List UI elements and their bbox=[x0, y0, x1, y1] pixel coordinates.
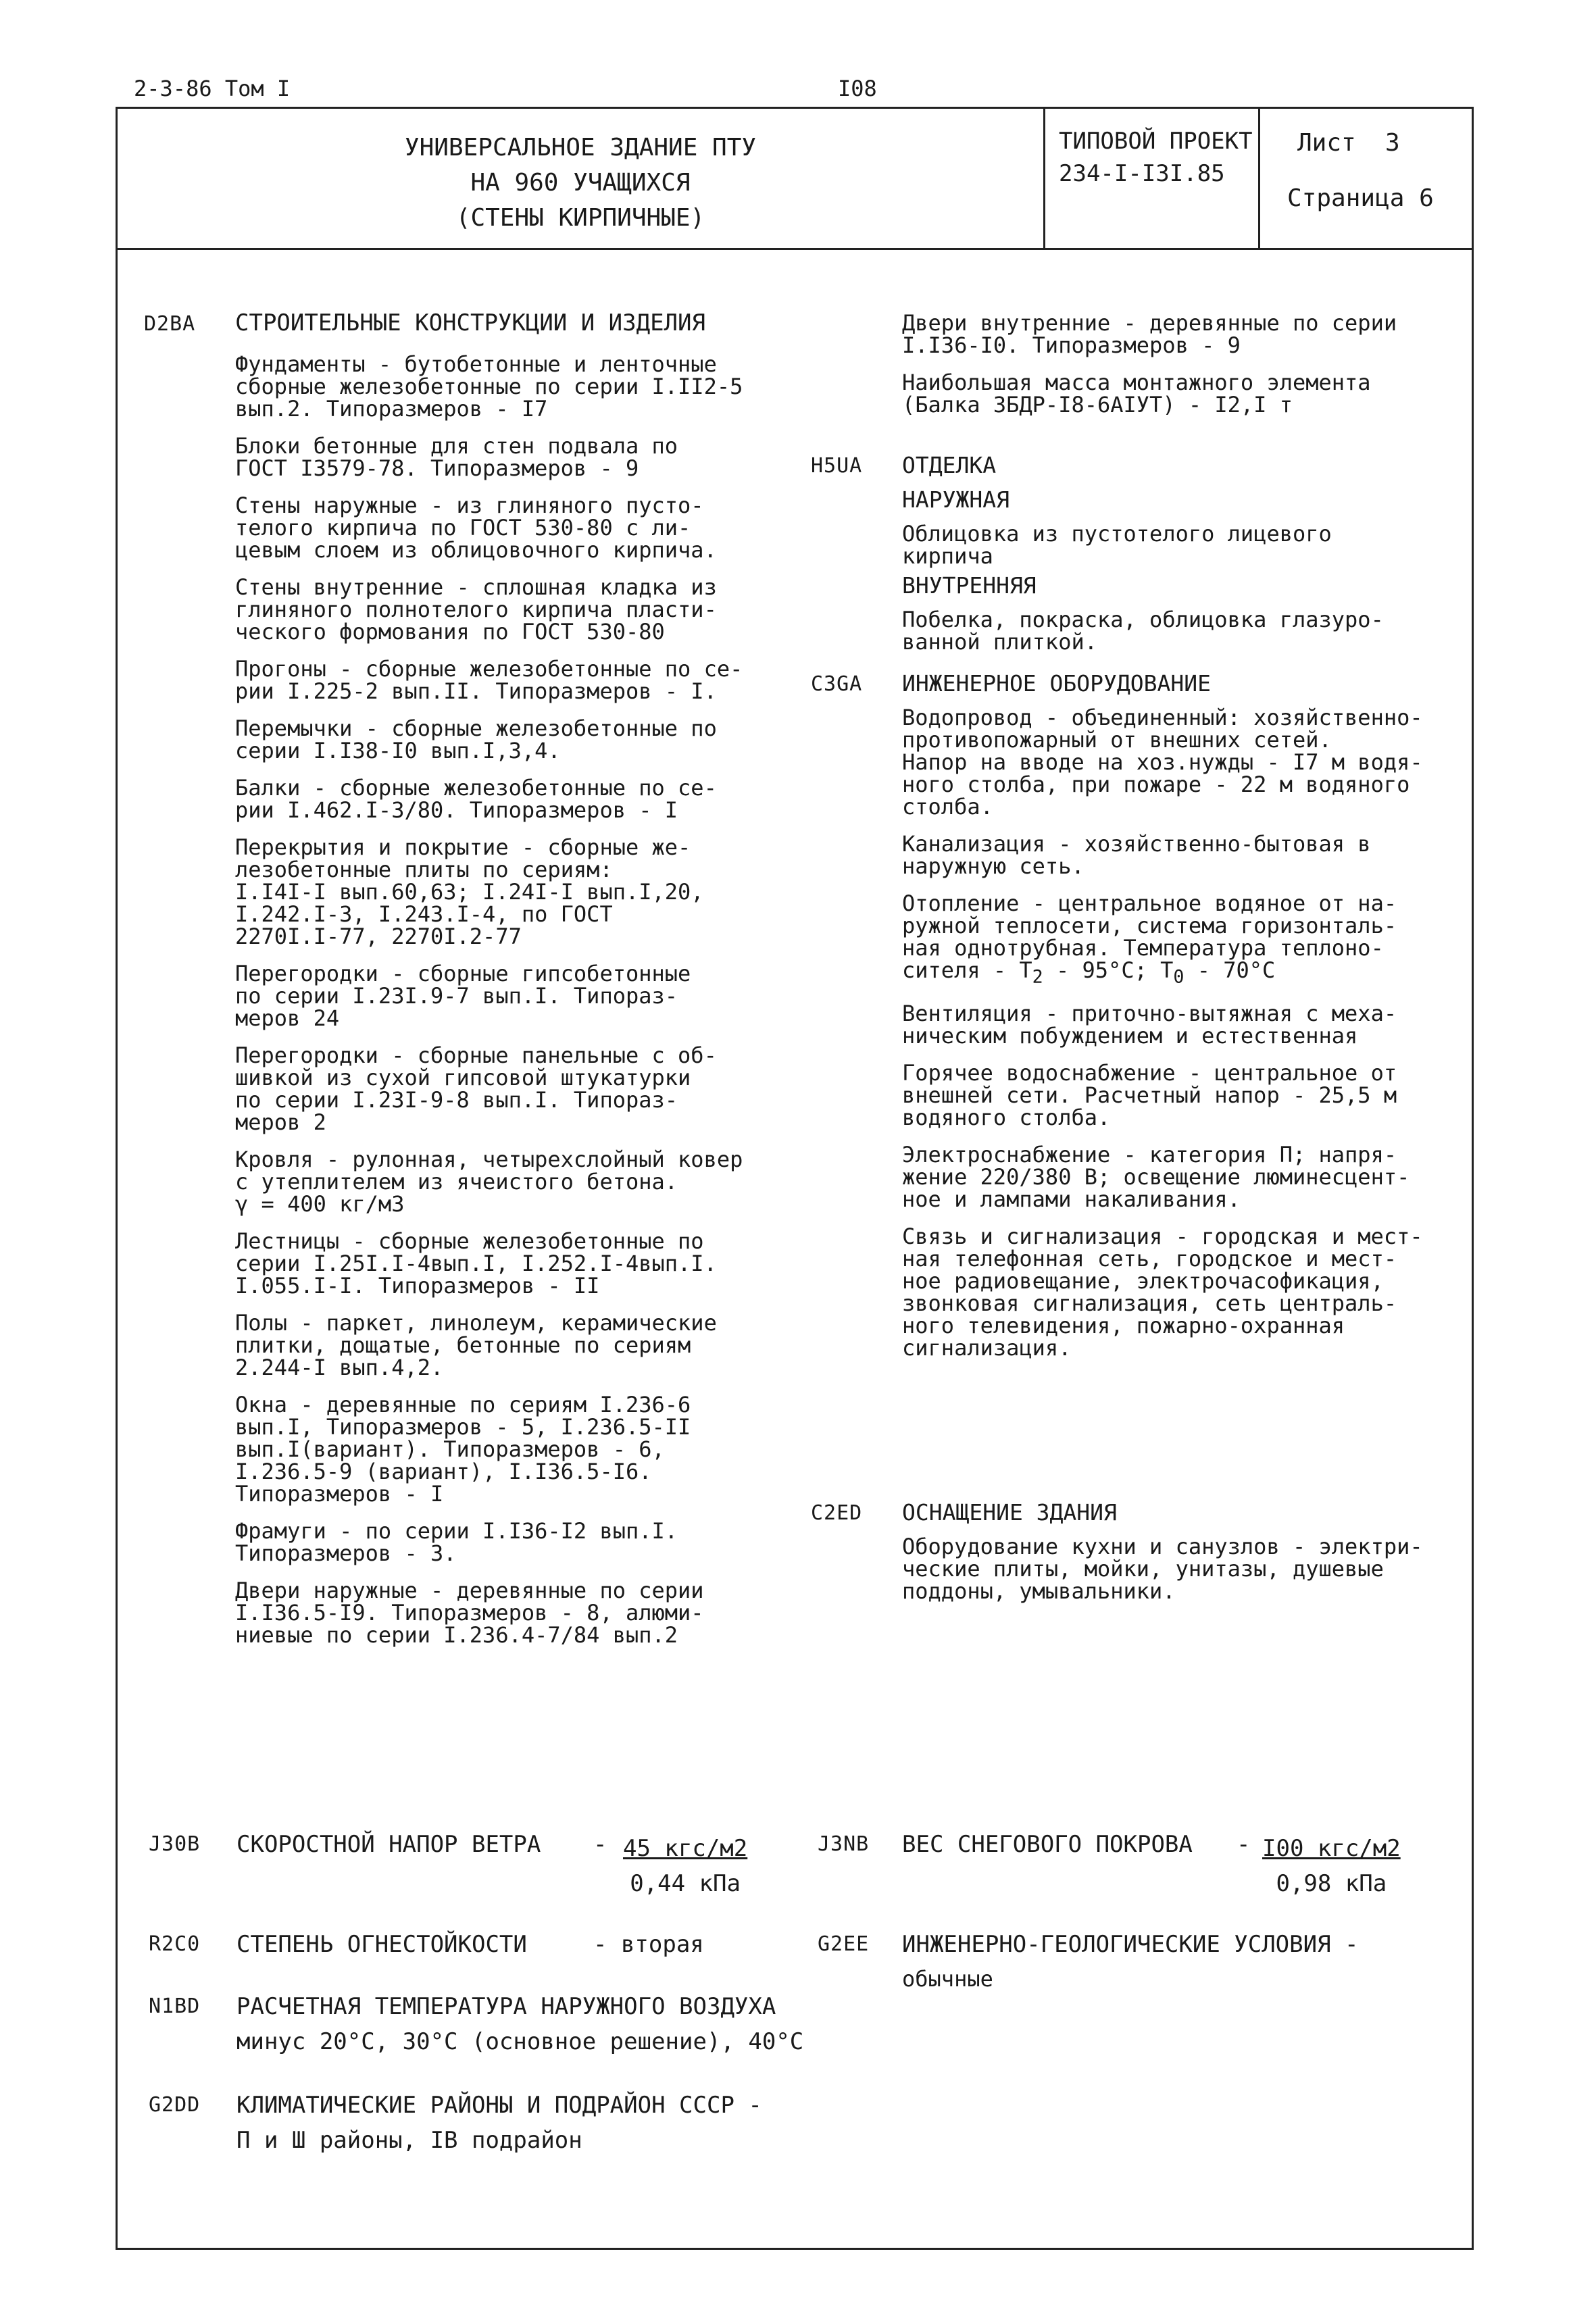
list-item: Вентиляция - приточно-вытяжная с меха- ническим побуждением и естественная bbox=[902, 1001, 1397, 1049]
list-item: Канализация - хозяйственно-бытовая в наружную сеть. bbox=[902, 831, 1371, 879]
list-item: Перегородки - сборные гипсобетонные по серии I.23I.9-7 вып.I. Типораз- меров 24 bbox=[235, 961, 691, 1031]
list-item: Перекрытия и покрытие - сборные же- лезобетонные плиты по сериям: I.I4I-I вып.60,63; I.24I-I вып.I,20, I.242.I-3, I.243.I-4, по ГОСТ 2270I.I-77, 2270I.2-77 bbox=[235, 834, 704, 949]
finish-inner-heading: ВНУТРЕННЯЯ bbox=[902, 572, 1037, 599]
geo-label: ИНЖЕНЕРНО-ГЕОЛОГИЧЕСКИЕ УСЛОВИЯ - bbox=[902, 1931, 1359, 1958]
left-items bbox=[235, 353, 796, 1646]
heating-text: Отопление - центральное водяное от на- ружной теплосети, система горизонталь- ная однотрубная. Температура теплоно- bbox=[902, 890, 1397, 961]
engineering-code: C3GA bbox=[811, 672, 863, 696]
finish-section bbox=[902, 454, 1470, 668]
equipment-title: ОСНАЩЕНИЕ ЗДАНИЯ bbox=[902, 1499, 1117, 1526]
fire-value: - вторая bbox=[593, 1931, 704, 1958]
heating-sub-2: 0 bbox=[1173, 966, 1184, 988]
title-line-3: (СТЕНЫ КИРПИЧНЫЕ) bbox=[455, 204, 705, 232]
list-item: Блоки бетонные для стен подвала по ГОСТ I3579-78. Типоразмеров - 9 bbox=[235, 433, 678, 481]
sheet-page: Страница 6 bbox=[1287, 184, 1434, 212]
temperature-label: РАСЧЕТНАЯ ТЕМПЕРАТУРА НАРУЖНОГО ВОЗДУХА bbox=[236, 1993, 776, 2020]
title-cell bbox=[118, 109, 1043, 248]
wind-fraction bbox=[623, 1831, 747, 1901]
wind-value bbox=[623, 1831, 747, 1901]
wind-value-kgs: 45 кгс/м2 bbox=[623, 1835, 748, 1862]
geo-value: обычные bbox=[902, 1966, 993, 1992]
snow-dash: - bbox=[1237, 1831, 1251, 1858]
climate-value: П и Ш районы, IВ подрайон bbox=[236, 2127, 582, 2154]
fire-label: СТЕПЕНЬ ОГНЕСТОЙКОСТИ bbox=[236, 1931, 527, 1958]
list-item: Перемычки - сборные железобетонные по серии I.I38-I0 вып.I,3,4. bbox=[235, 715, 717, 763]
list-item: Прогоны - сборные железобетонные по се- рии I.225-2 вып.II. Типоразмеров - I. bbox=[235, 656, 743, 704]
geo-code: G2EE bbox=[818, 1932, 870, 1956]
list-item: Лестницы - сборные железобетонные по серии I.25I.I-4вып.I, I.252.I-4вып.I. I.055.I-I. Типоразмеров - II bbox=[235, 1228, 717, 1299]
list-item: Кровля - рулонная, четырехслойный ковер с утеплителем из ячеистого бетона. γ = 400 кг/м3 bbox=[235, 1147, 743, 1217]
title-line-1: УНИВЕРСАЛЬНОЕ ЗДАНИЕ ПТУ bbox=[404, 134, 757, 161]
wind-value-kpa: 0,44 кПа bbox=[630, 1870, 741, 1897]
wind-code: J30B bbox=[149, 1832, 201, 1856]
heating-prefix: сителя - T bbox=[902, 957, 1032, 983]
left-column bbox=[235, 309, 796, 1661]
snow-fraction bbox=[1262, 1831, 1401, 1901]
climate-label: КЛИМАТИЧЕСКИЕ РАЙОНЫ И ПОДРАЙОН СССР - bbox=[236, 2092, 762, 2119]
heating-item bbox=[902, 892, 1470, 959]
section-code: D2BA bbox=[144, 312, 196, 336]
list-item: Стены внутренние - сплошная кладка из глиняного полнотелого кирпича пласти- ческого формования по ГОСТ 530-80 bbox=[235, 574, 717, 645]
project-label: ТИПОВОЙ ПРОЕКТ bbox=[1059, 128, 1253, 155]
list-item: Водопровод - объединенный: хозяйственно- противопожарный от внешних сетей. Напор на вводе на хоз.нужды - I7 м водя- ного столба, при пожаре - 22 м водяного столба. bbox=[902, 705, 1423, 820]
title-block bbox=[116, 107, 1474, 250]
snow-value-kpa: 0,98 кПа bbox=[1276, 1870, 1387, 1897]
snow-value-kgs: I00 кгс/м2 bbox=[1262, 1835, 1401, 1862]
section-title: СТРОИТЕЛЬНЫЕ КОНСТРУКЦИИ И ИЗДЕЛИЯ bbox=[235, 309, 705, 336]
engineering-section bbox=[902, 672, 1470, 1374]
engineering-title: ИНЖЕНЕРНОЕ ОБОРУДОВАНИЕ bbox=[902, 670, 1211, 697]
list-item: Горячее водоснабжение - центральное от внешней сети. Расчетный напор - 25,5 м водяного столба. bbox=[902, 1060, 1397, 1131]
list-item: Двери внутренние - деревянные по серии I.I36-I0. Типоразмеров - 9 bbox=[902, 310, 1397, 358]
list-item: Полы - паркет, линолеум, керамические плитки, дощатые, бетонные по сериям 2.244-I вып.4,2. bbox=[235, 1310, 717, 1380]
snow-value bbox=[1262, 1831, 1401, 1901]
title-line-2: НА 960 УЧАЩИХСЯ bbox=[470, 169, 691, 197]
list-item: Окна - деревянные по сериям I.236-6 вып.I, Типоразмеров - 5, I.236.5-II вып.I(вариант). Типоразмеров - 6, I.236.5-9 (вариант), I.I36.5-I6. Типоразмеров - I bbox=[235, 1392, 691, 1507]
wind-dash: - bbox=[593, 1831, 607, 1858]
right-top-items bbox=[902, 312, 1470, 431]
project-cell bbox=[1043, 109, 1258, 248]
list-item: Фрамуги - по серии I.I36-I2 вып.I. Типоразмеров - 3. bbox=[235, 1518, 678, 1566]
list-item: Фундаменты - бутобетонные и ленточные сборные железобетонные по серии I.II2-5 вып.2. Типоразмеров - I7 bbox=[235, 351, 743, 422]
snow-code: J3NB bbox=[818, 1832, 870, 1856]
climate-code: G2DD bbox=[149, 2093, 201, 2117]
fire-code: R2C0 bbox=[149, 1932, 201, 1956]
sheet-cell bbox=[1258, 109, 1472, 248]
wind-label: СКОРОСТНОЙ НАПОР ВЕТРА bbox=[236, 1831, 541, 1858]
list-item: Электроснабжение - категория П; напря- жение 220/380 В; освещение люминесцент- ное и лампами накаливания. bbox=[902, 1142, 1410, 1213]
equipment-code: C2ED bbox=[811, 1501, 863, 1525]
heating-temps bbox=[902, 959, 1470, 988]
list-item: Двери наружные - деревянные по серии I.I36.5-I9. Типоразмеров - 8, алюми- ниевые по серии I.236.4-7/84 вып.2 bbox=[235, 1578, 704, 1648]
equipment-text: Оборудование кухни и санузлов - электри- ческие плиты, мойки, унитазы, душевые поддоны, умывальники. bbox=[902, 1534, 1423, 1604]
list-item: Наибольшая масса монтажного элемента (Балка 3БДР-I8-6AIУТ) - I2,I т bbox=[902, 370, 1371, 418]
finish-outer-heading: НАРУЖНАЯ bbox=[902, 486, 1009, 513]
temperature-value: минус 20°C, 30°C (основное решение), 40°C bbox=[236, 2028, 804, 2055]
heating-sub-1: 2 bbox=[1032, 966, 1043, 988]
list-item: Перегородки - сборные панельные с об- шивкой из сухой гипсовой штукатурки по серии I.23I-9-8 вып.I. Типораз- меров 2 bbox=[235, 1042, 717, 1135]
finish-inner-text: Побелка, покраска, облицовка глазуро- ванной плиткой. bbox=[902, 607, 1384, 655]
project-number: 234-I-I3I.85 bbox=[1059, 160, 1225, 187]
list-item: Стены наружные - из глиняного пусто- телого кирпича по ГОСТ 530-80 с ли- цевым слоем из облицовочного кирпича. bbox=[235, 493, 717, 563]
heating-end: - 70°C bbox=[1184, 957, 1276, 983]
list-item: Балки - сборные железобетонные по се- рии I.462.I-3/80. Типоразмеров - I bbox=[235, 775, 717, 823]
finish-outer-text: Облицовка из пустотелого лицевого кирпича bbox=[902, 521, 1332, 569]
finish-code: H5UA bbox=[811, 454, 863, 478]
equipment-section bbox=[902, 1501, 1470, 1617]
temperature-code: N1BD bbox=[149, 1994, 201, 2018]
heating-mid: - 95°C; T bbox=[1043, 957, 1174, 983]
document-code: 2-3-86 Том I bbox=[134, 76, 291, 101]
page-number: I08 bbox=[838, 76, 877, 101]
sheet-number: Лист 3 bbox=[1297, 129, 1400, 157]
list-item: Связь и сигнализация - городская и мест- ная телефонная сеть, городское и мест- ное радиовещание, электрочасофикация, звонковая сигнализация, сеть централь- ного телевидения, пожарно-охранная сигнализация. bbox=[902, 1224, 1423, 1361]
finish-title: ОТДЕЛКА bbox=[902, 452, 997, 478]
snow-label: ВЕС СНЕГОВОГО ПОКРОВА bbox=[902, 1831, 1193, 1858]
